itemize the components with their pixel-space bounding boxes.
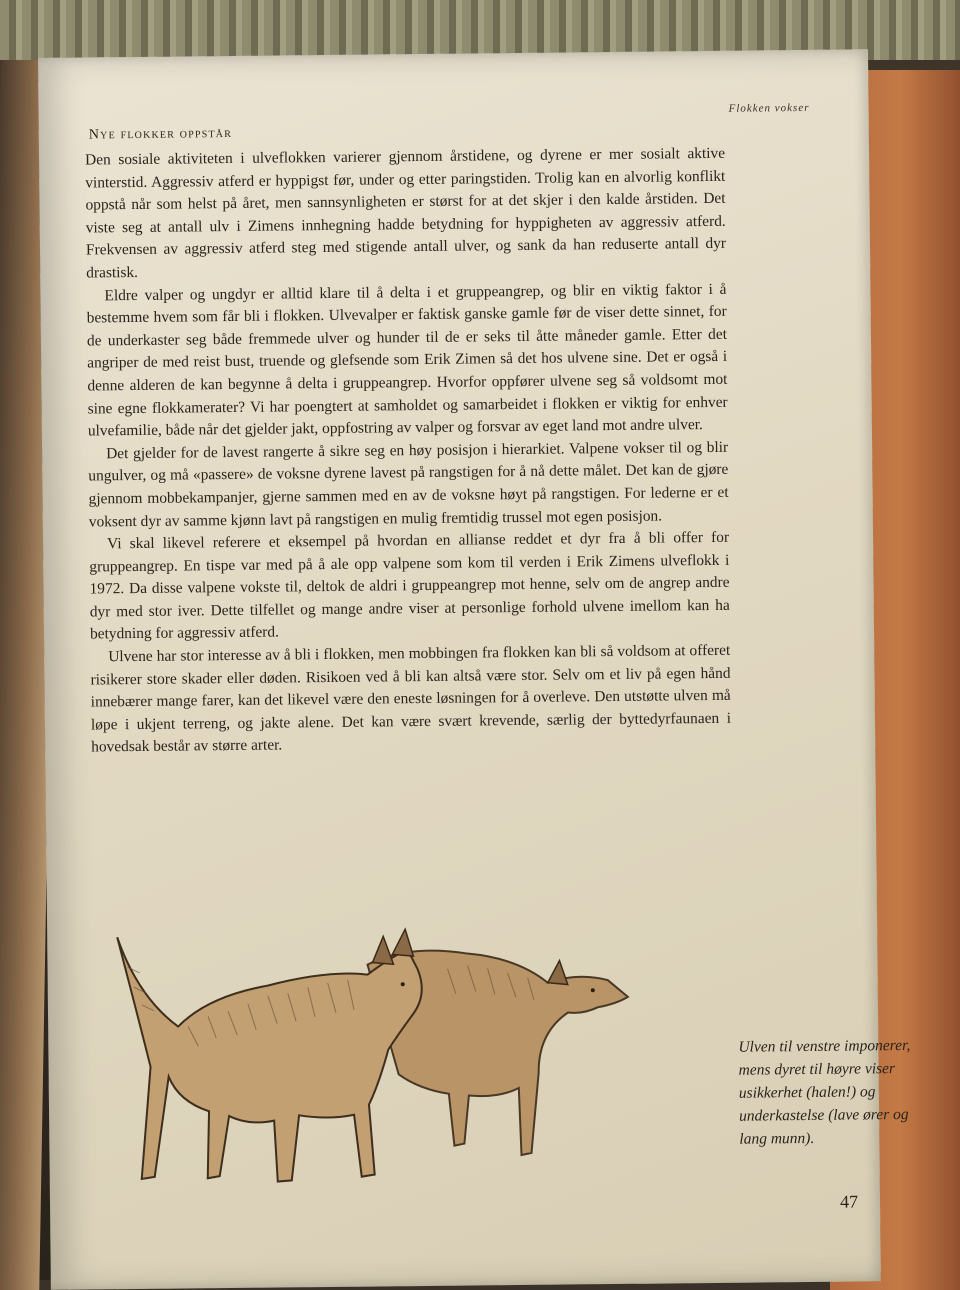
book-page [38, 49, 911, 1290]
two-wolves-illustration [67, 871, 680, 1207]
section-heading: Nye flokker oppstår [88, 125, 233, 143]
paragraph: Det gjelder for de lavest rangerte å sikre seg en høy posisjon i hierarkiet. Valpene vokser til og blir ungulver, og må «passere» de voksne dyrene lavest på rangstigen for å nå dette målet. Det kan de gjøre gjennom mobbekampanjer, gjerne sammen med en av de voksne høyt på rangstigen. For lederne er et voksent dyr av samme kjønn lavt på rangstigen en mulig fremtidig trussel mot egen posisjon. [88, 438, 729, 530]
paragraph: Eldre valper og ungdyr er alltid klare til å delta i et gruppeangrep, og blir en viktig faktor i å bestemme hvem som får bli i flokken. Ulvevalper er faktisk ganske gamle før de viser dette sinnet, for de underkaster seg både fremmede ulver og hunder til de er seks til åtte måneder gamle. Etter det angriper de med reist bust, truende og glefsende som Erik Zimen så det hos ulvene sine. Det er også i denne alderen de kan begynne å delta i gruppeangrep. Hvorfor oppfører ulvene seg så voldsomt mot sine egne flokkamerater? Vi har poengtert at samholdet og samarbeidet i flokken er viktig for enhver ulvefamilie, både når det gjelder jakt, oppfostring av valper og forsvar av eget land mot andre ulver. [86, 280, 728, 440]
body-text [85, 143, 731, 760]
left-wolf-drawing [117, 929, 424, 1183]
running-head: Flokken vokser [728, 101, 810, 115]
figure-caption: Ulven til venstre imponerer, mens dyret til høyre viser usikkerhet (halen!) og underkastelse (lave ører og lang munn). [738, 1036, 911, 1148]
paragraph: Vi skal likevel referere et eksempel på hvordan en allianse reddet et dyr fra å bli offer for gruppeangrep. En tispe var med på å ale opp valpene som kom til verden i Erik Zimens ulveflokk i 1972. Da disse valpene vokste til, deltok de aldri i gruppeangrep mot henne, selv om de angrep andre dyr med stor iver. Dette tilfellet og mange andre viser at personlige forhold ulvene imellom kan ha betydning for aggressiv atferd. [89, 528, 730, 643]
page-number: 47 [839, 1191, 859, 1212]
paragraph: Ulvene har stor interesse av å bli i flokken, men mobbingen fra flokken kan bli så voldsom at offeret risikerer store skader eller døden. Risikoen ved å bli kan altså være stor. Selv om et liv på egen hånd innebærer mange farer, kan det likevel være den eneste løsningen for å overleve. Den utstøtte ulven må løpe i ukjent terreng, og jakte alene. Det kan være svært krevende, særlig der byttedyrfaunaen i hovedsak består av større arter. [90, 641, 732, 756]
paragraph: Den sosiale aktiviteten i ulveflokken varierer gjennom årstidene, og dyrene er mer sosialt aktive vinterstid. Aggressiv atferd er hyppigst før, under og etter paringstiden. Trolig kan en alvorlig konflikt oppstå når som helst på året, men sannsynligheten er størst for at det skjer i den kalde årstiden. Det viste seg at antall ulv i Zimens innhegning hadde betydning for hyppigheten av aggressiv atferd. Frekvensen av aggressiv atferd steg med stigende antall ulver, og sank da han reduserte antall dyr drastisk. [84, 144, 727, 282]
